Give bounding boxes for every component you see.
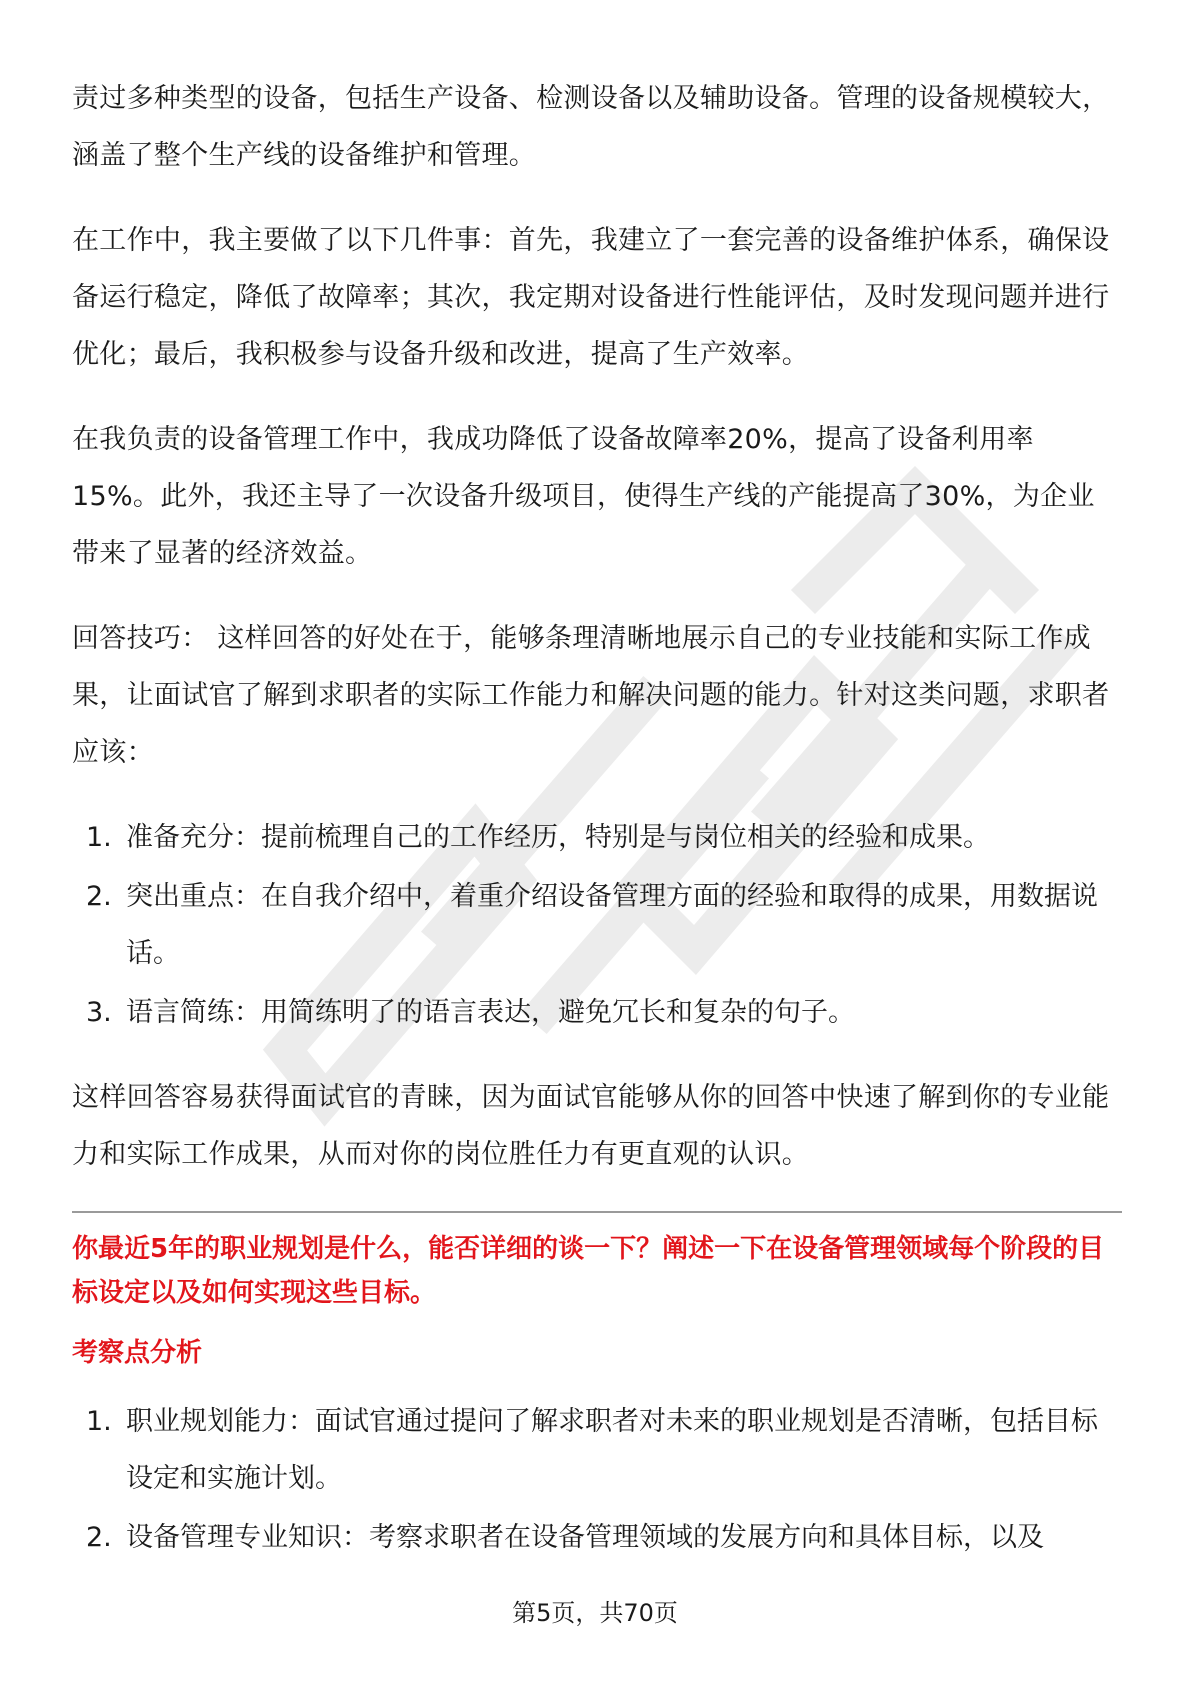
section-divider <box>72 1211 1122 1213</box>
list-item <box>72 868 1122 982</box>
paragraph-closing: 这样回答容易获得面试官的青睐，因为面试官能够从你的回答中快速了解到你的专业能力和实际工作成果，从而对你的岗位胜任力有更直观的认识。 <box>72 1082 1110 1170</box>
list-item-number: 2. <box>86 881 112 912</box>
list-item-text: 突出重点：在自我介绍中，着重介绍设备管理方面的经验和取得的成果，用数据说话。 <box>126 881 1098 969</box>
interview-question: 你最近5年的职业规划是什么，能否详细的谈一下？阐述一下在设备管理领域每个阶段的目标设定以及如何实现这些目标。 <box>72 1234 1105 1308</box>
content-area <box>72 70 1122 1594</box>
paragraph-answer-tips: 回答技巧： 这样回答的好处在于，能够条理清晰地展示自己的专业技能和实际工作成果，让面试官了解到求职者的实际工作能力和解决问题的能力。针对这类问题，求职者应该： <box>72 623 1110 768</box>
list-item-number: 3. <box>86 997 112 1028</box>
page-footer: 第5页，共70页 <box>512 1599 678 1627</box>
list-item <box>72 1509 1122 1566</box>
tips-list <box>72 809 1122 1041</box>
list-item-text: 职业规划能力：面试官通过提问了解求职者对未来的职业规划是否清晰，包括目标设定和实施计划。 <box>126 1406 1098 1494</box>
list-item-text: 语言简练：用简练明了的语言表达，避免冗长和复杂的句子。 <box>126 997 855 1028</box>
paragraph-experience-scope: 责过多种类型的设备，包括生产设备、检测设备以及辅助设备。管理的设备规模较大，涵盖了整个生产线的设备维护和管理。 <box>72 83 1110 171</box>
analysis-heading: 考察点分析 <box>72 1338 203 1368</box>
list-item <box>72 1393 1122 1507</box>
list-item-text: 设备管理专业知识：考察求职者在设备管理领域的发展方向和具体目标，以及 <box>126 1522 1044 1553</box>
analysis-list <box>72 1393 1122 1566</box>
list-item <box>72 809 1122 866</box>
list-item-number: 1. <box>86 822 112 853</box>
list-item-number: 1. <box>86 1406 112 1437</box>
list-item-text: 准备充分：提前梳理自己的工作经历，特别是与岗位相关的经验和成果。 <box>126 822 990 853</box>
paragraph-work-tasks: 在工作中，我主要做了以下几件事：首先，我建立了一套完善的设备维护体系，确保设备运行稳定，降低了故障率；其次，我定期对设备进行性能评估，及时发现问题并进行优化；最后，我积极参与设备升级和改进，提高了生产效率。 <box>72 225 1110 370</box>
list-item <box>72 984 1122 1041</box>
list-item-number: 2. <box>86 1522 112 1553</box>
paragraph-achievements: 在我负责的设备管理工作中，我成功降低了设备故障率20%，提高了设备利用率15%。此外，我还主导了一次设备升级项目，使得生产线的产能提高了30%，为企业带来了显著的经济效益。 <box>72 424 1095 569</box>
